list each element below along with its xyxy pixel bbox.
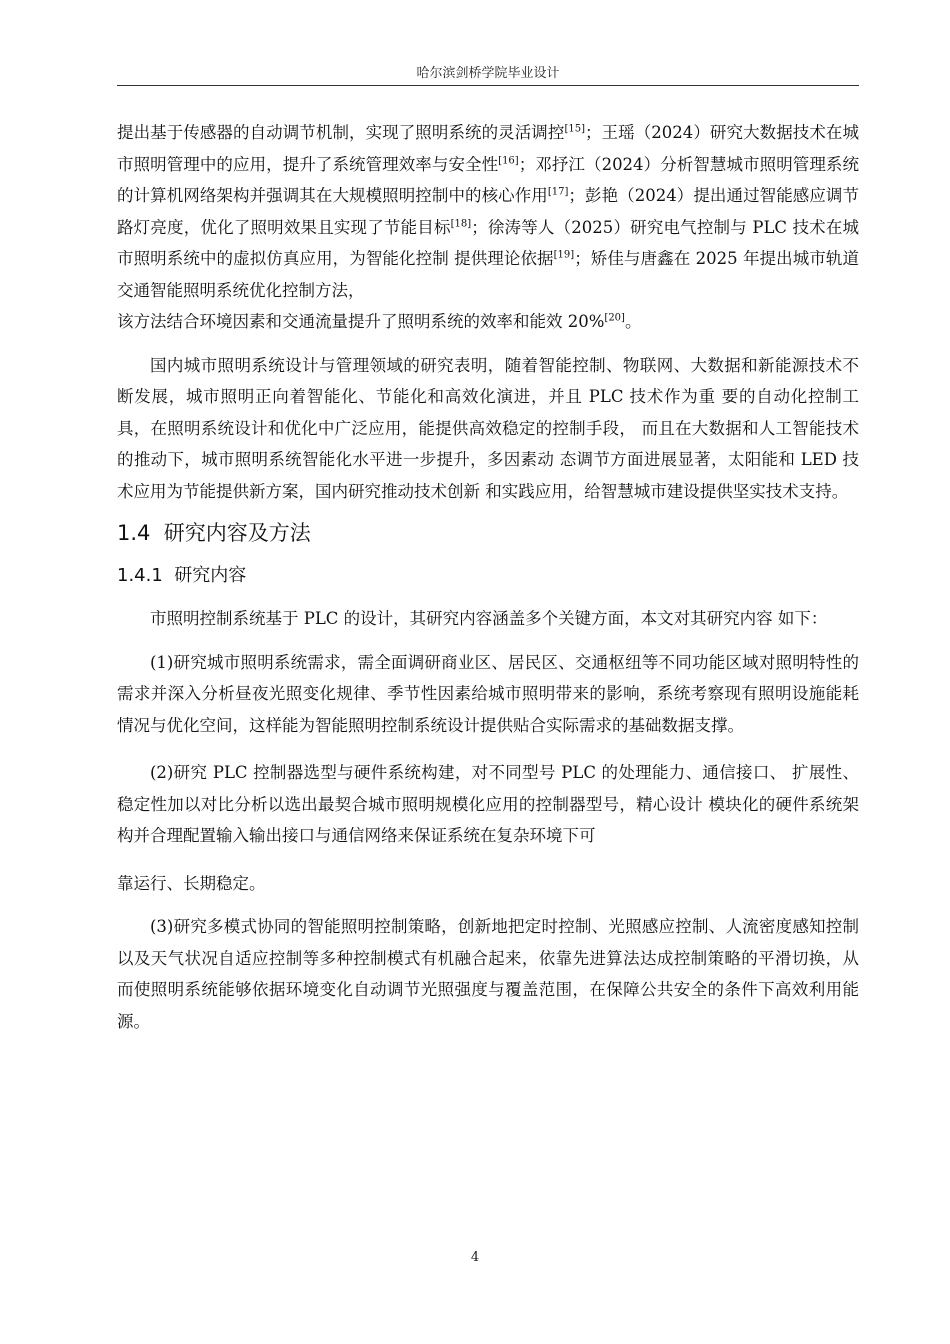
list-item-2: (2)研究 PLC 控制器选型与硬件系统构建，对不同型号 PLC 的处理能力、通信接口、 扩展性、稳定性加以对比分析以选出最契合城市照明规模化应用的控制器型号，精心设计 模块化的硬件系统架构并合理配置输入输出接口与通信网络来保证系统在复杂环境下可 — [117, 763, 859, 845]
list-item-2-continued: 靠运行、长期稳定。 — [117, 873, 266, 893]
paragraph-literature-continued — [117, 117, 859, 306]
page-body — [117, 117, 859, 1037]
citation-ref: [17] — [547, 186, 569, 198]
text-span: ；彭艳（2024）提出通过智能感应调节路灯亮度，优化了照明效果且实现了节能目标 — [117, 186, 859, 237]
citation-ref: [19] — [553, 249, 575, 261]
section-title: 研究内容及方法 — [163, 521, 311, 545]
citation-ref: [20] — [604, 312, 625, 324]
text-span: ；徐涛等人（2025）研究电气控制与 PLC 技术在城市照明系统中的虚拟仿真应用，为智能化控制 提供理论依据 — [117, 217, 860, 268]
text-span: ；王瑶（2024）研究大数据技术在城市照明管理中的应用，提升了系统管理效率与安全性 — [117, 123, 860, 174]
subsection-title: 研究内容 — [174, 565, 247, 586]
page-header: 哈尔滨剑桥学院毕业设计 — [416, 66, 560, 81]
paragraph-literature-end — [117, 306, 859, 338]
section-number: 1.4 — [117, 521, 151, 545]
text-span: ；邓抒江（2024）分析智慧城市照明管理系统的计算机网络架构并强调其在大规模照明控制中的核心作用 — [117, 154, 859, 205]
citation-ref: [15] — [564, 123, 585, 135]
text-span: 该方法结合环境因素和交通流量提升了照明系统的效率和能效 20% — [117, 312, 605, 331]
text-span: 。 — [624, 312, 642, 331]
paragraph-domestic-summary: 国内城市照明系统设计与管理领域的研究表明，随着智能控制、物联网、大数据和新能源技术不断发展，城市照明正向着智能化、节能化和高效化演进，并且 PLC 技术作为重 要的自动化控制工具，在照明系统设计和优化中广泛应用，能提供高效稳定的控制手段， 而且在大数据和人工智能技术的推动下，城市照明系统智能化水平进一步提升，多因素动 态调节方面进展显著，太阳能和 LED 技术应用为节能提供新方案，国内研究推动技术创新 和实践应用，给智慧城市建设提供坚实技术支持。 — [117, 355, 859, 501]
page-number: 4 — [470, 1250, 480, 1265]
text-span: ；矫佳与唐鑫在 2025 年提出城市轨道交通智能照明系统优化控制方法， — [117, 249, 860, 300]
header-rule — [117, 85, 859, 86]
list-item-3: (3)研究多模式协同的智能照明控制策略，创新地把定时控制、光照感应控制、人流密度感知控制以及天气状况自适应控制等多种控制模式有机融合起来，依靠先进算法达成控制策略的平滑切换，从而使照明系统能够依据环境变化自动调节光照强度与覆盖范围，在保障公共安全的条件下高效利用能源。 — [117, 917, 859, 1031]
citation-ref: [18] — [450, 218, 472, 229]
subsection-number: 1.4.1 — [117, 565, 163, 586]
list-item-1: (1)研究城市照明系统需求，需全面调研商业区、居民区、交通枢纽等不同功能区域对照明特性的需求并深入分析昼夜光照变化规律、季节性因素给城市照明带来的影响，系统考察现有照明设施能耗情况与优化空间，这样能为智能照明控制系统设计提供贴合实际需求的基础数据支撑。 — [117, 652, 859, 735]
citation-ref: [16] — [498, 155, 519, 166]
text-span: 提出基于传感器的自动调节机制，实现了照明系统的灵活调控 — [117, 123, 565, 142]
paragraph-intro: 市照明控制系统基于 PLC 的设计，其研究内容涵盖多个关键方面，本文对其研究内容 如下： — [150, 609, 828, 628]
section-heading — [117, 517, 859, 549]
subsection-heading — [117, 561, 859, 591]
